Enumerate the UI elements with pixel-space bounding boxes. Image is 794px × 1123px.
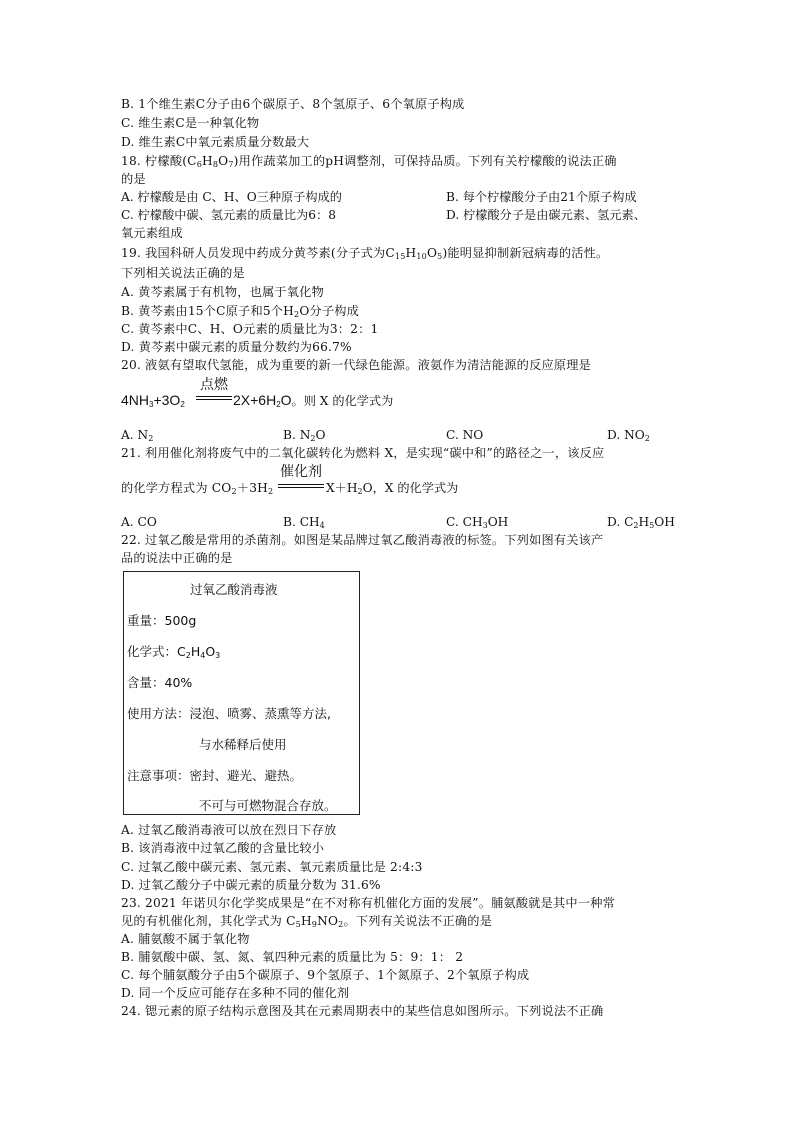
label-content: 含量：40% <box>127 675 193 690</box>
q18-stem-cont: 的是 <box>121 172 146 186</box>
label-weight: 重量：500g <box>127 613 197 628</box>
label-formula: 化学式：$C_2H_4O_3$ <box>127 644 221 660</box>
q23-option-c: C. 每个脯氨酸分子由5个碳原子、9个氢原子、1个氮原子、2个氧原子构成 <box>121 968 530 982</box>
label-notes: 注意事项：密封、避光、避热。 <box>127 768 303 783</box>
q18-stem: 18. 柠檬酸$(C_6H_8O_7)$用作蔬菜加工的pH调整剂，可保持品质。下列有关柠檬酸的说法正确 <box>121 154 617 169</box>
q20-equals-sign <box>196 396 232 400</box>
q17-option-b: B. 1个维生素C分子由6个碳原子、8个氢原子、6个氧原子构成 <box>121 97 465 111</box>
label-usage-cont: 与水稀释后使用 <box>199 737 287 752</box>
q23-stem: 23. 2021 年诺贝尔化学奖成果是“在不对称有机催化方面的发展”。脯氨酸就是其中一种常 <box>121 896 615 910</box>
q22-option-b: B. 该消毒液中过氧乙酸的含量比较小 <box>121 841 325 855</box>
q17-option-c: C. 维生素C是一种氧化物 <box>121 116 260 130</box>
q22-stem: 22. 过氧乙酸是常用的杀菌剂。如图是某品牌过氧乙酸消毒液的标签。下列如图有关该产 <box>121 533 604 547</box>
q18-option-d: D. 柠檬酸分子是由碳元素、氢元素、 <box>446 208 646 222</box>
q23-option-b: B. 脯氨酸中碳、氢、氮、氧四种元素的质量比为 5：9：1： 2 <box>121 950 464 964</box>
q20-stem: 20. 液氨有望取代氢能，成为重要的新一代绿色能源。液氨作为清洁能源的反应原理是 <box>121 358 592 372</box>
q21-stem: 21. 利用催化剂将废气中的二氧化碳转化为燃料 X，是实现“碳中和”的路径之一，该反应 <box>121 446 605 460</box>
q19-option-a: A. 黄芩素属于有机物，也属于氧化物 <box>121 285 324 299</box>
label-notes-cont: 不可与可燃物混合存放。 <box>199 798 337 813</box>
q20-option-b: B. $N_2O$ <box>283 428 326 443</box>
q21-stem-left: 的化学方程式为 $CO_2+3H_2$ <box>121 481 274 496</box>
q21-option-d: D. $C_2H_5OH$ <box>607 515 675 530</box>
q20-option-a: A. $N_2$ <box>121 428 154 443</box>
q19-option-d: D. 黄芩素中碳元素的质量分数约为66.7% <box>121 340 352 354</box>
q19-option-b: B. 黄芩素由15个C原子和5个$H_2O$分子构成 <box>121 304 360 319</box>
q23-option-a: A. 脯氨酸不属于氧化物 <box>121 932 250 946</box>
q23-option-d: D. 同一个反应可能存在多种不同的催化剂 <box>121 986 350 1000</box>
q21-option-a: A. CO <box>121 515 157 529</box>
q19-stem-cont: 下列相关说法正确的是 <box>121 266 245 280</box>
q18-option-c: C. 柠檬酸中碳、氢元素的质量比为6：8 <box>121 208 336 222</box>
q19-option-c: C. 黄芩素中C、H、O元素的质量比为3：2：1 <box>121 322 379 336</box>
product-label <box>123 571 360 815</box>
label-title: 过氧乙酸消毒液 <box>190 582 278 597</box>
q22-option-a: A. 过氧乙酸消毒液可以放在烈日下存放 <box>121 823 337 837</box>
q23-stem-cont: 见的有机催化剂，其化学式为 $C_5H_9NO_2$。下列有关说法不正确的是 <box>121 914 493 929</box>
q22-option-c: C. 过氧乙酸中碳元素、氢元素、氧元素质量比是 2:4:3 <box>121 860 423 874</box>
q18-option-d-cont: 氧元素组成 <box>121 226 183 240</box>
q21-stem-right: $X+H_2O$，X 的化学式为 <box>326 481 459 496</box>
q24-stem: 24. 锶元素的原子结构示意图及其在元素周期表中的某些信息如图所示。下列说法不正确 <box>121 1004 604 1018</box>
q17-option-d: D. 维生素C中氧元素质量分数最大 <box>121 135 310 149</box>
q19-stem: 19. 我国科研人员发现中药成分黄芩素(分子式为$C_{15}H_{10}O_5$)能明显抑制新冠病毒的活性。 <box>121 246 609 261</box>
q21-option-c: C. $CH_3OH$ <box>446 515 509 530</box>
label-usage: 使用方法：浸泡、喷雾、蒸熏等方法, <box>127 706 331 721</box>
q18-option-b: B. 每个柠檬酸分子由21个原子构成 <box>446 190 637 204</box>
q20-equation-right: $2X+6H_2O$。则 X 的化学式为 <box>233 392 394 409</box>
q18-option-a: A. 柠檬酸是由 C、H、O三种原子构成的 <box>121 190 342 204</box>
q22-stem-cont: 品的说法中正确的是 <box>121 551 233 565</box>
q22-option-d: D. 过氧乙酸分子中碳元素的质量分数为 31.6% <box>121 878 381 892</box>
q21-option-b: B. $CH_4$ <box>283 515 325 530</box>
q20-option-d: D. $NO_2$ <box>607 428 650 443</box>
q21-reaction-condition: 催化剂 <box>280 463 322 479</box>
q20-option-c: C. NO <box>446 428 484 442</box>
q20-equation-left: $4NH_3+3O_2$ <box>121 392 185 409</box>
q20-reaction-condition: 点燃 <box>200 376 228 392</box>
q21-equals-sign <box>278 484 324 488</box>
